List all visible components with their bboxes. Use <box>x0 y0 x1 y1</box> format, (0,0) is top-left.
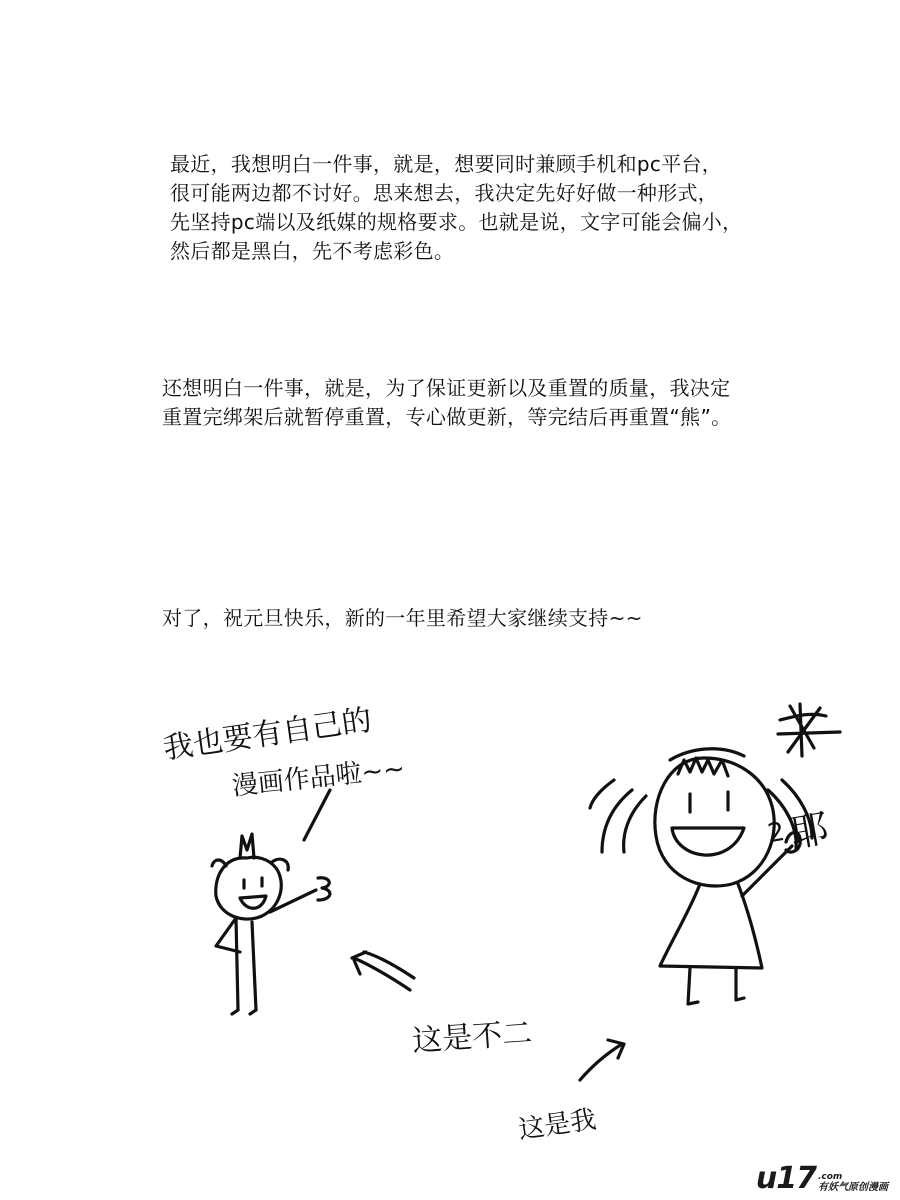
site-logo <box>755 1161 888 1196</box>
speech-text-line2: 漫画作品啦~~ <box>230 753 407 802</box>
arrow-to-small-character <box>352 952 414 990</box>
paragraph-line: 然后都是黑白，先不考虑彩色。 <box>170 239 455 263</box>
shout-text: 耶 <box>787 805 833 856</box>
logo-mark: u17 <box>755 1161 816 1196</box>
shout-prefix: 2 <box>765 816 788 850</box>
greeting-paragraph <box>162 604 643 633</box>
paragraph-line: 重置完绑架后就暂停重置，专心做更新，等完结后再重置“熊”。 <box>162 405 732 429</box>
paragraph-line: 对了，祝元旦快乐，新的一年里希望大家继续支持~~ <box>162 606 643 630</box>
label-small-character: 这是不二 <box>411 1015 534 1060</box>
second-paragraph <box>162 374 731 432</box>
logo-side <box>818 1172 888 1194</box>
paragraph-line: 最近，我想明白一件事，就是，想要同时兼顾手机和pc平台， <box>170 152 723 176</box>
speech-pointer <box>304 790 330 840</box>
paragraph-line: 先坚持pc端以及纸媒的规格要求。也就是说，文字可能会偏小， <box>170 210 743 234</box>
paragraph-line: 还想明白一件事，就是，为了保证更新以及重置的质量，我决定 <box>162 376 731 400</box>
paragraph-line: 很可能两边都不讨好。思来想去，我决定先好好做一种形式， <box>170 181 719 205</box>
intro-paragraph <box>170 150 742 266</box>
label-big-character: 这是我 <box>516 1104 599 1146</box>
arrow-to-big-character <box>580 1040 624 1080</box>
small-character <box>212 834 330 1014</box>
logo-domain: .com <box>818 1172 843 1182</box>
speech-text-line1: 我也要有自己的 <box>161 702 374 767</box>
logo-slogan: 有妖气原创漫画 <box>818 1182 888 1193</box>
